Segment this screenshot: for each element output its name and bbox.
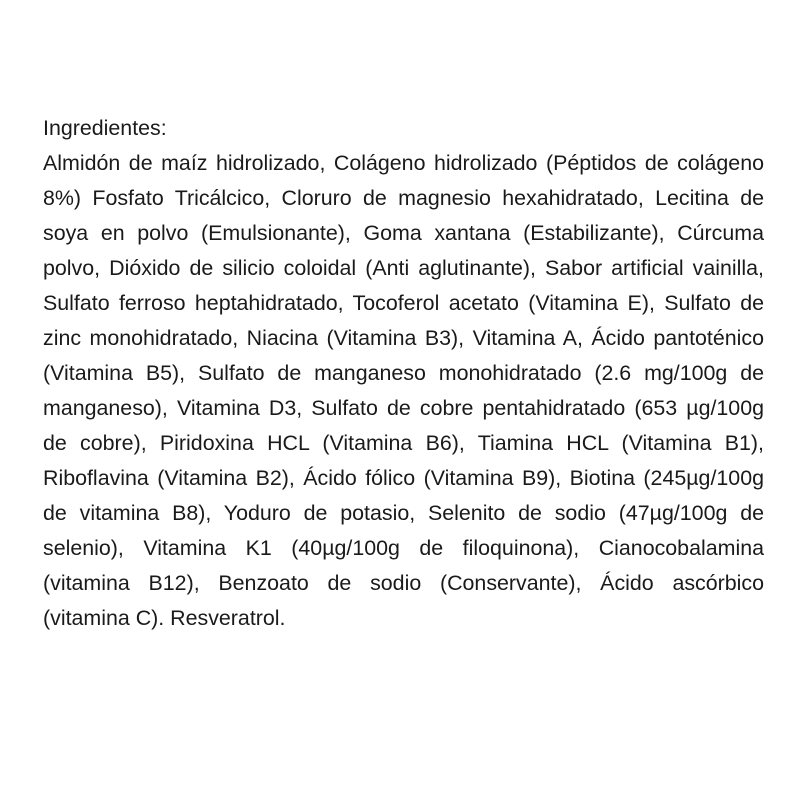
ingredients-text: Almidón de maíz hidrolizado, Colágeno hidrolizado (Péptidos de colágeno 8%) Fosfato Tricálcico, Cloruro de magnesio hexahidratado, Lecitina de soya en polvo (Emulsionante), Goma xantana (Estabilizante), Cúrcuma polvo, Dióxido de silicio coloidal (Anti aglutinante), Sabor artificial vainilla, Sulfato ferroso heptahidratado, Tocoferol acetato (Vitamina E), Sulfato de zinc monohidratado, Niacina (Vitamina B3), Vitamina A, Ácido pantoténico (Vitamina B5), Sulfato de manganeso monohidratado (2.6 mg/100g de manganeso), Vitamina D3, Sulfato de cobre pentahidratado (653 µg/100g de cobre), Piridoxina HCL (Vitamina B6), Tiamina HCL (Vitamina B1), Riboflavina (Vitamina B2), Ácido fólico (Vitamina B9), Biotina (245µg/100g de vitamina B8), Yoduro de potasio, Selenito de sodio (47µg/100g de selenio), Vitamina K1 (40µg/100g de filoquinona), Cianocobalamina (vitamina B12), Benzoato de sodio (Conservante), Ácido ascórbico (vitamina C). Resveratrol.	[43, 151, 764, 630]
ingredients-block	[43, 111, 764, 636]
ingredients-heading: Ingredientes:	[43, 116, 167, 140]
